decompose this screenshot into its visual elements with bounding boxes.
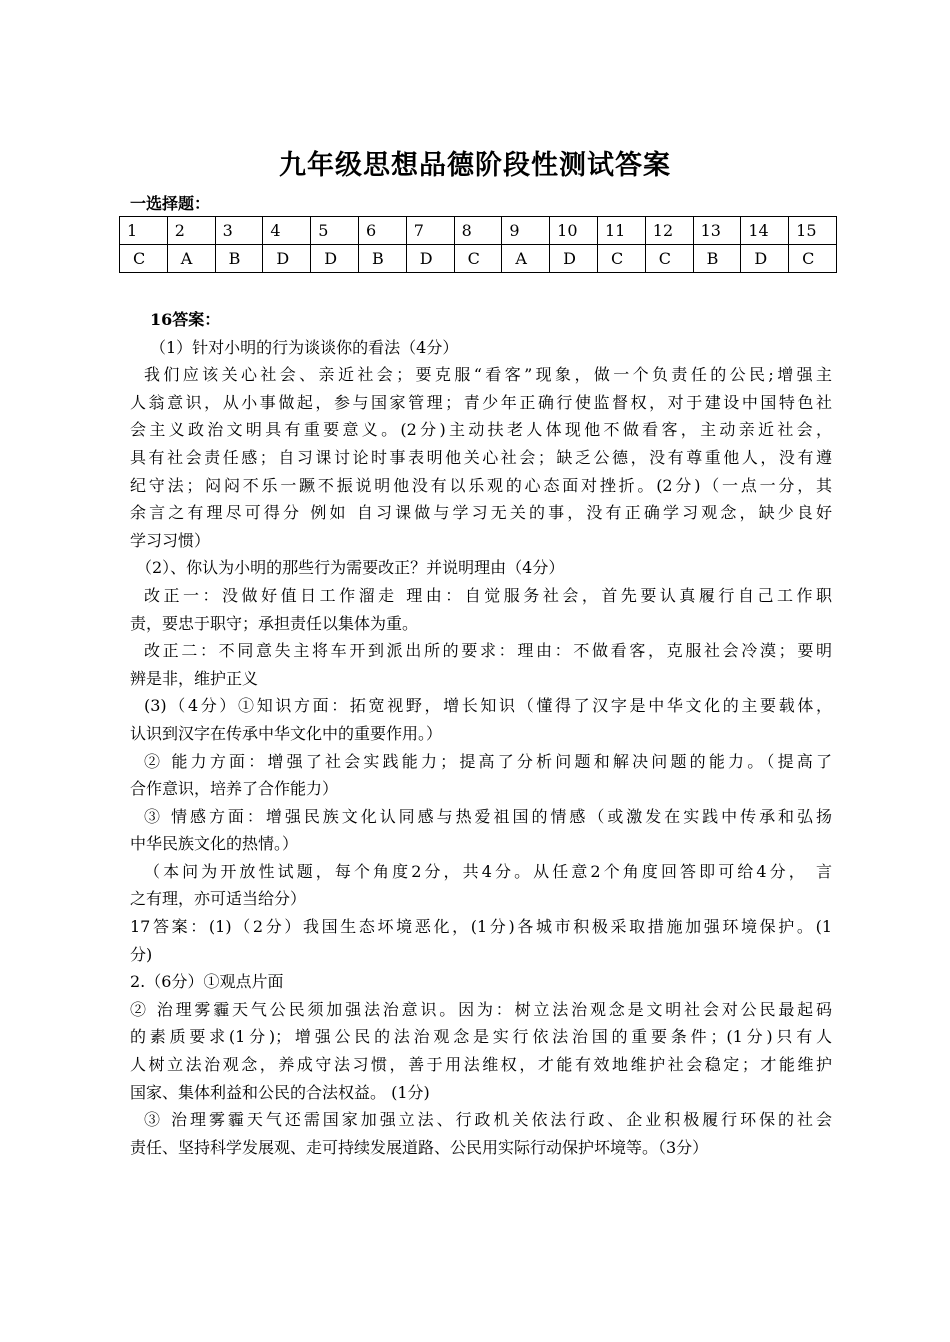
- question-number-cell: 9: [502, 217, 550, 245]
- answer-letter-row: [120, 245, 837, 273]
- section-heading-choice: 一选择题：: [130, 194, 211, 213]
- text-line: 合作意识，培养了合作能力）: [130, 779, 339, 799]
- answer-letter-cell: A: [502, 245, 550, 273]
- question-number-cell: 2: [167, 217, 215, 245]
- text-line: 认识到汉字在传承中华文化中的重要作用。）: [130, 723, 443, 743]
- question-number-cell: 3: [215, 217, 263, 245]
- answer-letter-cell: C: [597, 245, 645, 273]
- text-line: 学习习惯）: [130, 530, 211, 550]
- answer-letter-cell: B: [358, 245, 406, 273]
- text-line: 16答案：: [150, 310, 221, 329]
- question-number-cell: 13: [693, 217, 741, 245]
- question-number-cell: 11: [597, 217, 645, 245]
- text-line: （1）针对小明的行为谈谈你的看法（4分）: [150, 337, 459, 357]
- question-number-row: [120, 217, 837, 245]
- text-line: ③ 治理雾霾天气还需国家加强立法、行政机关依法行政、企业积极履行环保的社会: [144, 1110, 832, 1130]
- question-number-cell: 10: [550, 217, 598, 245]
- text-line: 纪守法；闷闷不乐一蹶不振说明他没有以乐观的心态面对挫折。(2分)（一点一分，其: [130, 475, 832, 495]
- text-line: （2）、你认为小明的那些行为需要改正？并说明理由（4分）: [136, 558, 565, 578]
- answer-letter-cell: D: [741, 245, 789, 273]
- answer-letter-cell: D: [311, 245, 359, 273]
- question-number-cell: 5: [311, 217, 359, 245]
- text-line: 我们应该关心社会、亲近社会；要克服“看客”现象，做一个负责任的公民;增强主: [144, 365, 832, 385]
- question-number-cell: 4: [263, 217, 311, 245]
- text-line: 人树立法治观念，养成守法习惯，善于用法维权，才能有效地维护社会稳定；才能维护: [130, 1055, 832, 1075]
- text-line: 责，要忠于职守；承担责任以集体为重。: [130, 613, 419, 633]
- answer-letter-cell: C: [789, 245, 837, 273]
- answer-letter-cell: C: [454, 245, 502, 273]
- question-number-cell: 7: [406, 217, 454, 245]
- text-line: 改正一：没做好值日工作溜走 理由：自觉服务社会，首先要认真履行自己工作职: [144, 585, 832, 605]
- text-line: ② 能力方面：增强了社会实践能力；提高了分析问题和解决问题的能力。（提高了: [144, 751, 832, 771]
- text-line: 分): [130, 944, 153, 964]
- answer-body: [130, 306, 832, 1161]
- question-number-cell: 15: [789, 217, 837, 245]
- answer-letter-cell: D: [550, 245, 598, 273]
- answer-letter-cell: D: [406, 245, 454, 273]
- text-line: 辨是非，维护正义: [130, 668, 259, 688]
- answer-letter-cell: A: [167, 245, 215, 273]
- answer-letter-cell: D: [263, 245, 311, 273]
- text-line: 之有理，亦可适当给分）: [130, 889, 307, 909]
- text-line: 责任、坚持科学发展观、走可持续发展道路、公民用实际行动保护坏境等。（3分）: [130, 1137, 709, 1157]
- question-number-cell: 14: [741, 217, 789, 245]
- text-line: 2.（6分）①观点片面: [130, 972, 284, 992]
- question-number-cell: 8: [454, 217, 502, 245]
- question-number-cell: 1: [120, 217, 168, 245]
- answer-table: [119, 216, 837, 273]
- text-line: ② 治理雾霾天气公民须加强法治意识。因为：树立法治观念是文明社会对公民最起码: [130, 999, 832, 1019]
- text-line: 国家、集体利益和公民的合法权益。 (1分): [130, 1082, 430, 1102]
- answer-letter-cell: B: [693, 245, 741, 273]
- text-line: 具有社会责任感；自习课讨论时事表明他关心社会；缺乏公德，没有尊重他人，没有遵: [130, 447, 832, 467]
- page-title: 九年级思想品德阶段性测试答案: [279, 150, 671, 181]
- text-line: 改正二：不同意失主将车开到派出所的要求：理由：不做看客，克服社会冷漠；要明: [144, 641, 832, 661]
- text-line: 人翁意识，从小事做起，参与国家管理；青少年正确行使监督权，对于建设中国特色社: [130, 392, 832, 412]
- answer-letter-cell: B: [215, 245, 263, 273]
- text-line: ③ 情感方面：增强民族文化认同感与热爱祖国的情感（或激发在实践中传承和弘扬: [144, 806, 832, 826]
- text-line: （本问为开放性试题，每个角度2分，共4分。从任意2个角度回答即可给4分， 言: [144, 861, 832, 881]
- text-line: 中华民族文化的热情。）: [130, 834, 299, 854]
- answer-letter-cell: C: [120, 245, 168, 273]
- text-line: 17答案：(1)（2分）我国生态坏境恶化，(1分)各城市积极采取措施加强环境保护。(1: [130, 917, 832, 937]
- text-line: (3)（4分）①知识方面：拓宽视野，增长知识（懂得了汉字是中华文化的主要载体，: [144, 696, 832, 716]
- text-line: 的素质要求(1分)；增强公民的法治观念是实行依法治国的重要条件；(1分)只有人: [130, 1027, 832, 1047]
- question-number-cell: 12: [645, 217, 693, 245]
- question-number-cell: 6: [358, 217, 406, 245]
- text-line: 会主义政治文明具有重要意义。(2分)主动扶老人体现他不做看客，主动亲近社会，: [130, 420, 832, 440]
- text-line: 余言之有理尽可得分 例如 自习课做与学习无关的事，没有正确学习观念，缺少良好: [130, 503, 832, 523]
- answer-letter-cell: C: [645, 245, 693, 273]
